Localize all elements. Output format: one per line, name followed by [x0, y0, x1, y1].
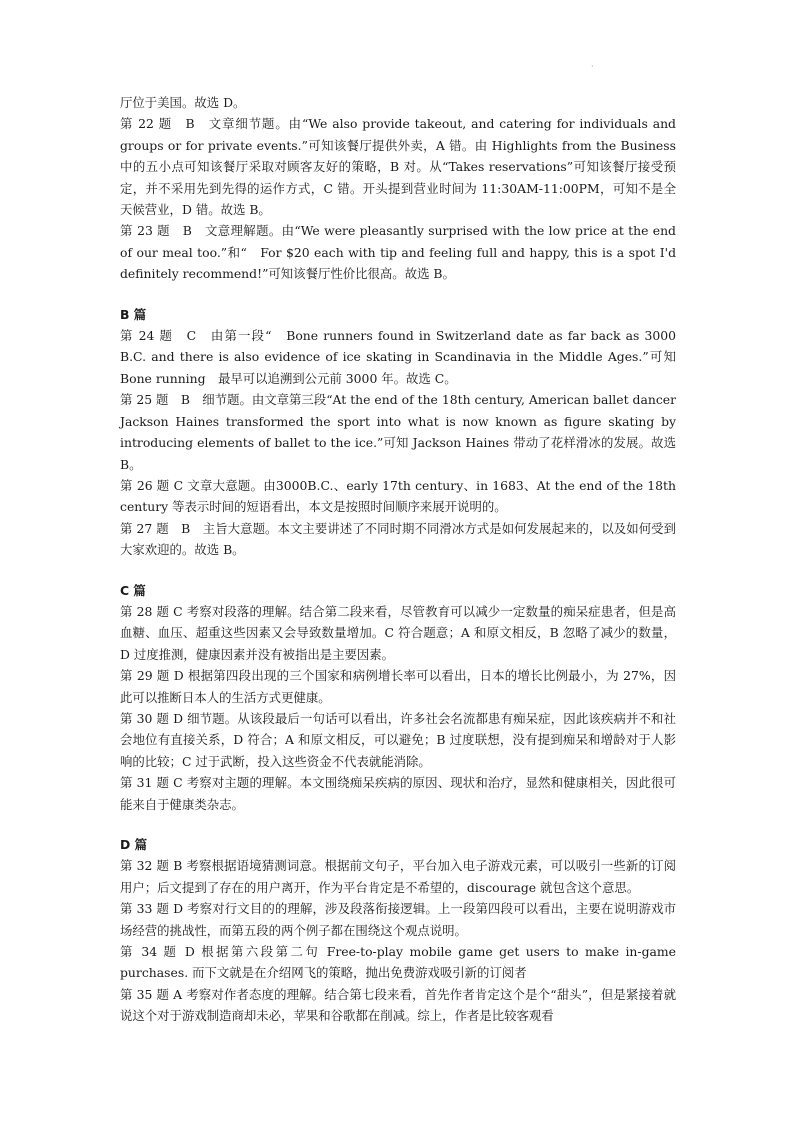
paragraph: 第 35 题 A 考察对作者态度的理解。结合第七段来看，首先作者肯定这个是个“甜头”，但是紧接着就说这个对于游戏制造商却未必，苹果和谷歌都在削减。综上，作者是比较客观看 [120, 986, 676, 1024]
paragraph: 第 26 题 C 文章大意题。由3000B.C.、early 17th century、in 1683、At the end of the 18th century 等表示时间的短语看出，本文是按照时间顺序来展开说明的。 [120, 477, 676, 515]
paragraph: 第 27 题 B 主旨大意题。本文主要讲述了不同时期不同滑冰方式是如何发展起来的，以及如何受到大家欢迎的。故选 B。 [120, 520, 676, 558]
answer-explanations [120, 92, 676, 1027]
paragraph: 第 34 题 D 根据第六段第二句 Free-to-play mobile game get users to make in-game purchases. 而下文就是在介绍网飞的策略，抛出免费游戏吸引新的订阅者 [120, 944, 676, 981]
paragraph: 第 33 题 D 考察对行文目的的理解，涉及段落衔接逻辑。上一段第四段可以看出，主要在说明游戏市场经营的挑战性，而第五段的两个例子都在围绕这个观点说明。 [120, 901, 676, 938]
paragraph: 第 23 题 B 文意理解题。由“We were pleasantly surprised with the low price at the end of our meal too.”和“ For $20 each with tip and feeling full and happy, this is a spot I'd definitely recommend!”可知该餐厅性价比很高。故选 B。 [120, 223, 676, 282]
paragraph: 第 25 题 B 细节题。由文章第三段“At the end of the 18th century, American ballet dancer Jackson Haines transformed the sport into what is now known as figure skating by introducing elements of ballet to the ice.”可知 Jackson Haines 带动了花样滑冰的发展。故选 B。 [120, 392, 677, 472]
paragraph: 第 31 题 C 考察对主题的理解。本文围绕痴呆疾病的原因、现状和治疗，显然和健康相关，因此很可能来自于健康类杂志。 [120, 775, 676, 812]
section-heading-d: D 篇 [120, 837, 147, 852]
paragraph: 第 22 题 B 文章细节题。由“We also provide takeout, and catering for individuals and groups or for private events.”可知该餐厅提供外卖，A 错。由 Highlights from the Business 中的五小点可知该餐厅采取对顾客友好的策略，B 对。从“Takes reservations”可知该餐厅接受预定，并不采用先到先得的运作方式，C 错。开头提到营业时间为 11:30AM-11:00PM，可知不是全天候营业，D 错。故选 B。 [120, 116, 676, 218]
paragraph: 第 32 题 B 考察根据语境猜测词意。根据前文句子，平台加入电子游戏元素，可以吸引一些新的订阅用户；后文提到了存在的用户离开，作为平台肯定是不希望的，discourage 就包含这个意思。 [120, 858, 676, 895]
section-heading-c: C 篇 [120, 582, 146, 598]
section-heading-b: B 篇 [120, 306, 147, 322]
paragraph: 第 30 题 D 细节题。从该段最后一句话可以看出，许多社会名流都患有痴呆症，因此该疾病并不和社会地位有直接关系，D 符合；A 和原文相反，可以避免；B 过度联想，没有提到痴呆和增龄对于人影响的比较；C 过于武断，投入这些资金不代表就能消除。 [120, 710, 676, 769]
paragraph: 第 24 题 C 由第一段“ Bone runners found in Switzerland date as far back as 3000 B.C. and there is also evidence of ice skating in Scandinavia in the Middle Ages.”可知 Bone running 最早可以追溯到公元前 3000 年。故选 C。 [120, 328, 676, 386]
paragraph: 第 28 题 C 考察对段落的理解。结合第二段来看，尽管教育可以减少一定数量的痴呆症患者，但是高血糖、血压、超重这些因素又会导致数量增加。C 符合题意；A 和原文相反，B 忽略了减少的数量，D 过度推测，健康因素并没有被指出是主要因素。 [120, 603, 676, 662]
paragraph: 厅位于美国。故选 D。 [120, 95, 246, 110]
paragraph: 第 29 题 D 根据第四段出现的三个国家和病例增长率可以看出，日本的增长比例最小，为 27%，因此可以推断日本人的生活方式更健康。 [120, 668, 676, 705]
header-mark: · [591, 62, 594, 71]
